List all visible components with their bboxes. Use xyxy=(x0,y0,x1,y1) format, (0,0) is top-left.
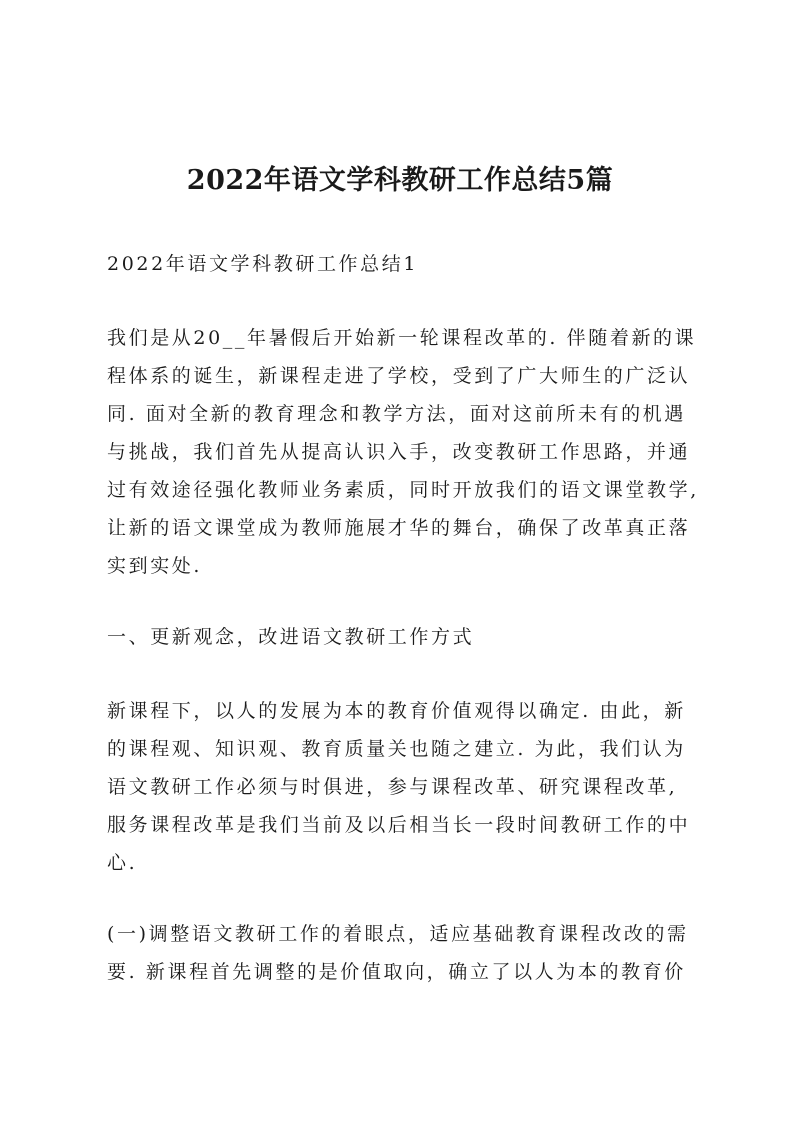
paragraph-2 xyxy=(107,692,707,882)
paragraph-3 xyxy=(107,915,707,991)
paragraph-1-line: 实到实处. xyxy=(107,555,203,577)
paragraph-2-line: 语文教研工作必须与时俱进，参与课程改革、研究课程改革, xyxy=(107,776,678,798)
section-heading-1: 一、更新观念，改进语文教研工作方式 xyxy=(107,626,475,648)
paragraph-1-line: 同. 面对全新的教育理念和教学方法，面对这前所未有的机遇 xyxy=(107,403,686,425)
paragraph-2-line: 心. xyxy=(107,852,138,874)
section-subtitle: 2022年语文学科教研工作总结1 xyxy=(107,253,419,275)
paragraph-1-line: 让新的语文课堂成为教师施展才华的舞台，确保了改革真正落 xyxy=(107,517,691,539)
document-title: 2022年语文学科教研工作总结5篇 xyxy=(186,165,614,196)
paragraph-3-line: 要. 新课程首先调整的是价值取向，确立了以人为本的教育价 xyxy=(107,961,686,983)
paragraph-1-line: 我们是从20__年暑假后开始新一轮课程改革的. 伴随着新的课 xyxy=(107,327,697,349)
paragraph-3-line: (一)调整语文教研工作的着眼点，适应基础教育课程改改的需 xyxy=(107,923,689,945)
paragraph-1-line: 程体系的诞生，新课程走进了学校，受到了广大师生的广泛认 xyxy=(107,365,691,387)
paragraph-2-line: 服务课程改革是我们当前及以后相当长一段时间教研工作的中 xyxy=(107,814,691,836)
paragraph-2-line: 新课程下，以人的发展为本的教育价值观得以确定. 由此，新 xyxy=(107,700,686,722)
paragraph-2-line: 的课程观、知识观、教育质量关也随之建立. 为此，我们认为 xyxy=(107,738,686,760)
paragraph-1-line: 过有效途径强化教师业务素质，同时开放我们的语文课堂教学, xyxy=(107,479,699,501)
paragraph-1 xyxy=(107,319,707,585)
paragraph-1-line: 与挑战，我们首先从提高认识入手，改变教研工作思路，并通 xyxy=(107,441,691,463)
